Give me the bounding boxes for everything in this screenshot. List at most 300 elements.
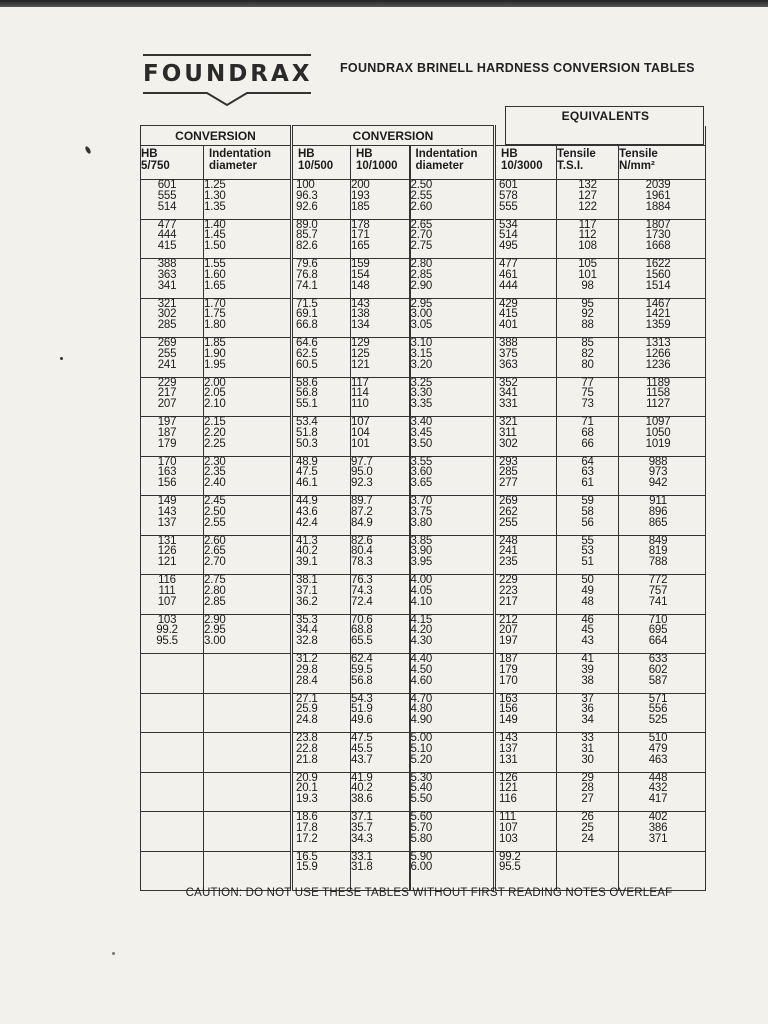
cell-value: 92.3 xyxy=(351,477,373,490)
table-cell xyxy=(619,575,706,615)
table-cell xyxy=(141,575,204,615)
table-cell xyxy=(141,456,204,496)
cell-value: 163 xyxy=(157,466,177,479)
table-cell xyxy=(410,851,495,891)
cell-value: 241 xyxy=(499,545,518,558)
cell-value: 59 xyxy=(581,495,594,507)
table-cell xyxy=(204,259,292,299)
cell-value: 98 xyxy=(581,279,594,292)
cell-value: 27 xyxy=(581,793,594,806)
cell-value: 156 xyxy=(499,703,518,716)
cell-value: 55.1 xyxy=(296,398,318,411)
table-cell xyxy=(557,812,619,852)
table-cell xyxy=(141,496,204,536)
cell-value: 1359 xyxy=(645,319,671,332)
cell-value: 772 xyxy=(648,574,668,586)
cell-value: 187 xyxy=(499,653,518,665)
cell-value: 262 xyxy=(499,505,518,518)
cell-value: 46.1 xyxy=(296,477,318,490)
table-cell xyxy=(204,772,292,812)
cell-value: 1266 xyxy=(645,347,671,360)
cell-value: 388 xyxy=(157,258,177,270)
table-cell xyxy=(292,535,351,575)
cell-value: 1050 xyxy=(645,426,671,439)
table-cell xyxy=(619,614,706,654)
cell-value: 20.9 xyxy=(296,771,318,784)
cell-value: 3.85 xyxy=(410,534,433,547)
cell-value: 24.8 xyxy=(296,714,318,727)
cell-value: 388 xyxy=(499,337,518,349)
table-cell xyxy=(410,693,495,733)
table-cell xyxy=(619,496,706,536)
cell-value: 2.85 xyxy=(410,268,433,281)
cell-value: 68.8 xyxy=(351,624,373,637)
column-header-line: T.S.I. xyxy=(557,160,584,172)
cell-value: 911 xyxy=(649,495,667,507)
cell-value: 60.5 xyxy=(296,358,318,371)
cell-value: 3.70 xyxy=(410,495,433,507)
cell-value: 302 xyxy=(157,308,177,321)
table-cell xyxy=(410,733,495,773)
table-cell xyxy=(410,259,495,299)
cell-value: 18.6 xyxy=(296,811,318,823)
cell-value: 2.65 xyxy=(410,218,433,231)
cell-value: 217 xyxy=(499,595,518,608)
cell-value: 21.8 xyxy=(296,753,318,766)
table-cell xyxy=(292,417,351,457)
cell-value: 534 xyxy=(499,218,518,231)
cell-value: 3.55 xyxy=(410,455,433,468)
cell-value: 2.30 xyxy=(204,455,226,468)
table-cell xyxy=(351,654,410,694)
cell-value: 56.8 xyxy=(296,387,318,400)
cell-value: 56 xyxy=(581,516,594,529)
table-cell xyxy=(619,693,706,733)
cell-value: 5.60 xyxy=(410,811,433,823)
cell-value: 2.25 xyxy=(204,437,226,450)
cell-value: 3.80 xyxy=(410,516,433,529)
cell-value: 4.15 xyxy=(410,613,433,626)
column-header-7 xyxy=(619,146,706,180)
cell-value: 73 xyxy=(581,398,594,411)
cell-value: 3.95 xyxy=(410,556,433,569)
cell-value: 185 xyxy=(351,200,370,213)
cell-value: 30 xyxy=(581,753,594,766)
cell-value: 514 xyxy=(157,200,177,213)
cell-value: 54.3 xyxy=(351,692,373,705)
cell-value: 2.95 xyxy=(204,624,226,637)
column-header-6 xyxy=(557,146,619,180)
cell-value: 24 xyxy=(581,832,594,845)
table-cell xyxy=(619,298,706,338)
table-cell xyxy=(292,575,351,615)
table-cell xyxy=(495,298,557,338)
cell-value: 331 xyxy=(499,398,518,411)
table-cell xyxy=(619,219,706,259)
cell-value: 100 xyxy=(296,179,315,191)
cell-value: 68 xyxy=(581,426,594,439)
cell-value: 80 xyxy=(581,358,594,371)
cell-value: 58.6 xyxy=(296,376,318,389)
cell-value: 229 xyxy=(499,574,518,586)
cell-value: 22.8 xyxy=(296,742,318,755)
cell-value: 143 xyxy=(351,297,370,310)
cell-value: 241 xyxy=(157,358,177,371)
column-header-line: HB xyxy=(298,148,315,160)
cell-value: 92.6 xyxy=(296,200,318,213)
cell-value: 415 xyxy=(499,308,518,321)
table-cell xyxy=(619,812,706,852)
cell-value: 31.2 xyxy=(296,653,318,665)
cell-value: 46 xyxy=(581,613,594,626)
cell-value: 89.0 xyxy=(296,218,318,231)
table-cell xyxy=(557,259,619,299)
cell-value: 75 xyxy=(581,387,594,400)
cell-value: 819 xyxy=(648,545,668,558)
table-cell xyxy=(141,733,204,773)
cell-value: 1.25 xyxy=(204,179,226,191)
cell-value: 371 xyxy=(648,832,668,845)
cell-value: 429 xyxy=(499,297,518,310)
cell-value: 555 xyxy=(499,200,518,213)
cell-value: 51.9 xyxy=(351,703,373,716)
cell-value: 179 xyxy=(157,437,177,450)
cell-value: 16.5 xyxy=(296,850,318,863)
table-cell xyxy=(292,377,351,417)
paper-speck xyxy=(60,357,63,360)
cell-value: 165 xyxy=(351,240,370,253)
table-cell xyxy=(495,259,557,299)
cell-value: 2.65 xyxy=(204,545,226,558)
table-cell xyxy=(292,733,351,773)
cell-value: 179 xyxy=(499,663,518,676)
cell-value: 4.10 xyxy=(410,595,433,608)
cell-value: 1514 xyxy=(645,279,671,292)
cell-value: 110 xyxy=(351,398,369,411)
table-cell xyxy=(204,377,292,417)
cell-value: 5.50 xyxy=(410,793,433,806)
cell-value: 39.1 xyxy=(296,556,318,569)
table-cell xyxy=(619,733,706,773)
table-cell xyxy=(410,180,495,220)
cell-value: 132 xyxy=(578,179,597,191)
table-cell xyxy=(351,496,410,536)
table-cell xyxy=(557,417,619,457)
cell-value: 96.3 xyxy=(296,189,318,202)
cell-value: 633 xyxy=(648,653,668,665)
table-cell xyxy=(204,456,292,496)
cell-value: 56.8 xyxy=(351,674,373,687)
cell-value: 171 xyxy=(351,229,370,242)
cell-value: 95 xyxy=(581,297,594,310)
cell-value: 2.05 xyxy=(204,387,226,400)
cell-value: 43.6 xyxy=(296,505,318,518)
table-cell xyxy=(204,338,292,378)
foundrax-logo xyxy=(143,54,311,110)
group-conversion-1: CONVERSION xyxy=(141,126,292,146)
cell-value: 163 xyxy=(499,692,518,705)
cell-value: 5.40 xyxy=(410,782,433,795)
cell-value: 66.8 xyxy=(296,319,318,332)
cell-value: 121 xyxy=(351,358,370,371)
cell-value: 3.35 xyxy=(410,398,433,411)
cell-value: 43 xyxy=(581,635,594,648)
cell-value: 2.90 xyxy=(410,279,433,292)
cell-value: 4.70 xyxy=(410,692,433,705)
table-cell xyxy=(495,772,557,812)
cell-value: 444 xyxy=(157,229,177,242)
cell-value: 1668 xyxy=(645,240,671,253)
cell-value: 664 xyxy=(648,635,668,648)
cell-value: 19.3 xyxy=(296,793,318,806)
column-header-line: 10/500 xyxy=(298,160,334,172)
cell-value: 104 xyxy=(351,426,370,439)
cell-value: 352 xyxy=(499,376,518,389)
paper-speck xyxy=(84,146,91,155)
cell-value: 66 xyxy=(581,437,594,450)
table-cell xyxy=(351,535,410,575)
cell-value: 121 xyxy=(157,556,177,569)
table-cell xyxy=(495,614,557,654)
cell-value: 1.95 xyxy=(204,358,226,371)
table-row xyxy=(141,377,706,417)
cell-value: 41 xyxy=(581,653,594,665)
table-row xyxy=(141,338,706,378)
table-cell xyxy=(557,338,619,378)
cell-value: 82.6 xyxy=(296,240,318,253)
column-header-line: 10/3000 xyxy=(501,160,543,172)
table-cell xyxy=(619,180,706,220)
cell-value: 1807 xyxy=(645,218,671,231)
cell-value: 3.10 xyxy=(410,337,433,349)
cell-value: 255 xyxy=(157,347,177,360)
cell-value: 37.1 xyxy=(296,584,318,597)
table-cell xyxy=(557,693,619,733)
cell-value: 143 xyxy=(157,505,177,518)
table-cell xyxy=(619,654,706,694)
cell-value: 555 xyxy=(157,189,177,202)
document-title: FOUNDRAX BRINELL HARDNESS CONVERSION TABLES xyxy=(340,61,695,75)
table-cell xyxy=(204,851,292,891)
table-cell xyxy=(410,535,495,575)
table-cell xyxy=(141,180,204,220)
table-cell xyxy=(141,338,204,378)
cell-value: 82.6 xyxy=(351,534,373,547)
table-cell xyxy=(292,298,351,338)
cell-value: 235 xyxy=(499,556,518,569)
cell-value: 3.15 xyxy=(410,347,433,360)
cell-value: 156 xyxy=(157,477,177,490)
cell-value: 1097 xyxy=(645,416,671,428)
cell-value: 4.60 xyxy=(410,674,433,687)
cell-value: 114 xyxy=(351,387,369,400)
cell-value: 121 xyxy=(499,782,518,795)
cell-value: 1421 xyxy=(645,308,671,321)
cell-value: 41.9 xyxy=(351,771,373,784)
cell-value: 64 xyxy=(581,455,594,468)
table-cell xyxy=(141,812,204,852)
table-row xyxy=(141,614,706,654)
table-cell xyxy=(619,535,706,575)
table-row xyxy=(141,496,706,536)
cell-value: 2.55 xyxy=(410,189,433,202)
table-cell xyxy=(495,417,557,457)
cell-value: 578 xyxy=(499,189,518,202)
cell-value: 285 xyxy=(157,319,177,332)
cell-value: 4.80 xyxy=(410,703,433,716)
table-row xyxy=(141,219,706,259)
cell-value: 76.8 xyxy=(296,268,318,281)
cell-value: 5.00 xyxy=(410,732,433,744)
table-cell xyxy=(557,654,619,694)
cell-value: 197 xyxy=(499,635,518,648)
cell-value: 38.6 xyxy=(351,793,373,806)
table-cell xyxy=(204,417,292,457)
cell-value: 85.7 xyxy=(296,229,318,242)
cell-value: 23.8 xyxy=(296,732,318,744)
cell-value: 53.4 xyxy=(296,416,318,428)
cell-value: 5.90 xyxy=(410,850,433,863)
table-cell xyxy=(204,535,292,575)
table-cell xyxy=(495,535,557,575)
cell-value: 2.00 xyxy=(204,376,226,389)
cell-value: 35.7 xyxy=(351,821,373,834)
table-cell xyxy=(292,259,351,299)
cell-value: 138 xyxy=(351,308,370,321)
cell-value: 64.6 xyxy=(296,337,318,349)
table-cell xyxy=(351,338,410,378)
cell-value: 3.25 xyxy=(410,376,433,389)
cell-value: 111 xyxy=(499,811,516,823)
cell-value: 39 xyxy=(581,663,594,676)
cell-value: 116 xyxy=(499,793,517,806)
table-cell xyxy=(557,377,619,417)
cell-value: 40.2 xyxy=(296,545,318,558)
table-cell xyxy=(141,219,204,259)
cell-value: 293 xyxy=(499,455,518,468)
cell-value: 127 xyxy=(578,189,597,202)
cell-value: 20.1 xyxy=(296,782,318,795)
table-cell xyxy=(141,614,204,654)
cell-value: 47.5 xyxy=(296,466,318,479)
group-header-row xyxy=(141,126,706,146)
cell-value: 1.60 xyxy=(204,268,226,281)
cell-value: 92 xyxy=(581,308,594,321)
cell-value: 99.2 xyxy=(156,624,178,637)
cell-value: 48 xyxy=(581,595,594,608)
cell-value: 3.75 xyxy=(410,505,433,518)
column-header-line: N/mm² xyxy=(619,160,655,172)
cell-value: 53 xyxy=(581,545,594,558)
cell-value: 415 xyxy=(157,240,177,253)
cell-value: 34.3 xyxy=(351,832,373,845)
cell-value: 33.1 xyxy=(351,850,373,863)
cell-value: 26 xyxy=(581,811,594,823)
table-row xyxy=(141,456,706,496)
table-cell xyxy=(351,298,410,338)
cell-value: 111 xyxy=(158,584,176,597)
cell-value: 131 xyxy=(157,534,177,547)
cell-value: 4.30 xyxy=(410,635,433,648)
cell-value: 386 xyxy=(648,821,668,834)
table-cell xyxy=(292,180,351,220)
cell-value: 131 xyxy=(499,753,518,766)
cell-value: 31.8 xyxy=(351,861,373,874)
table-row xyxy=(141,535,706,575)
cell-value: 444 xyxy=(499,279,518,292)
table-cell xyxy=(410,456,495,496)
cell-value: 277 xyxy=(499,477,518,490)
table-cell xyxy=(495,219,557,259)
table-cell xyxy=(495,377,557,417)
cell-value: 2.70 xyxy=(204,556,226,569)
cell-value: 25 xyxy=(581,821,594,834)
table-cell xyxy=(204,180,292,220)
cell-value: 223 xyxy=(499,584,518,597)
cell-value: 17.8 xyxy=(296,821,318,834)
cell-value: 41.3 xyxy=(296,534,318,547)
cell-value: 28.4 xyxy=(296,674,318,687)
cell-value: 1019 xyxy=(645,437,671,450)
cell-value: 79.6 xyxy=(296,258,318,270)
cell-value: 50 xyxy=(581,574,594,586)
cell-value: 95.5 xyxy=(156,635,178,648)
column-header-line: diameter xyxy=(209,160,257,172)
table-cell xyxy=(495,456,557,496)
cell-value: 77 xyxy=(581,376,594,389)
cell-value: 148 xyxy=(351,279,370,292)
table-cell xyxy=(351,693,410,733)
cell-value: 3.60 xyxy=(410,466,433,479)
cell-value: 3.90 xyxy=(410,545,433,558)
cell-value: 40.2 xyxy=(351,782,373,795)
table-cell xyxy=(619,338,706,378)
column-header-4 xyxy=(410,146,495,180)
table-cell xyxy=(557,851,619,891)
cell-value: 896 xyxy=(648,505,668,518)
cell-value: 122 xyxy=(578,200,597,213)
cell-value: 85 xyxy=(581,337,594,349)
cell-value: 477 xyxy=(157,218,177,231)
cell-value: 587 xyxy=(648,674,668,687)
table-cell xyxy=(141,851,204,891)
cell-value: 341 xyxy=(499,387,518,400)
column-header-5 xyxy=(495,146,557,180)
table-cell xyxy=(292,772,351,812)
cell-value: 2.40 xyxy=(204,477,226,490)
column-header-line: HB xyxy=(356,148,373,160)
cell-value: 43.7 xyxy=(351,753,373,766)
cell-value: 3.45 xyxy=(410,426,433,439)
table-cell xyxy=(351,851,410,891)
table-cell xyxy=(351,417,410,457)
cell-value: 255 xyxy=(499,516,518,529)
cell-value: 2.75 xyxy=(410,240,433,253)
cell-value: 269 xyxy=(157,337,177,349)
cell-value: 34 xyxy=(581,714,594,727)
table-cell xyxy=(204,654,292,694)
table-cell xyxy=(292,812,351,852)
cell-value: 50.3 xyxy=(296,437,318,450)
table-cell xyxy=(351,180,410,220)
cell-value: 178 xyxy=(351,218,370,231)
cell-value: 942 xyxy=(648,477,668,490)
table-row xyxy=(141,851,706,891)
table-cell xyxy=(557,298,619,338)
table-cell xyxy=(292,338,351,378)
cell-value: 1.40 xyxy=(204,218,226,231)
column-header-2 xyxy=(292,146,351,180)
